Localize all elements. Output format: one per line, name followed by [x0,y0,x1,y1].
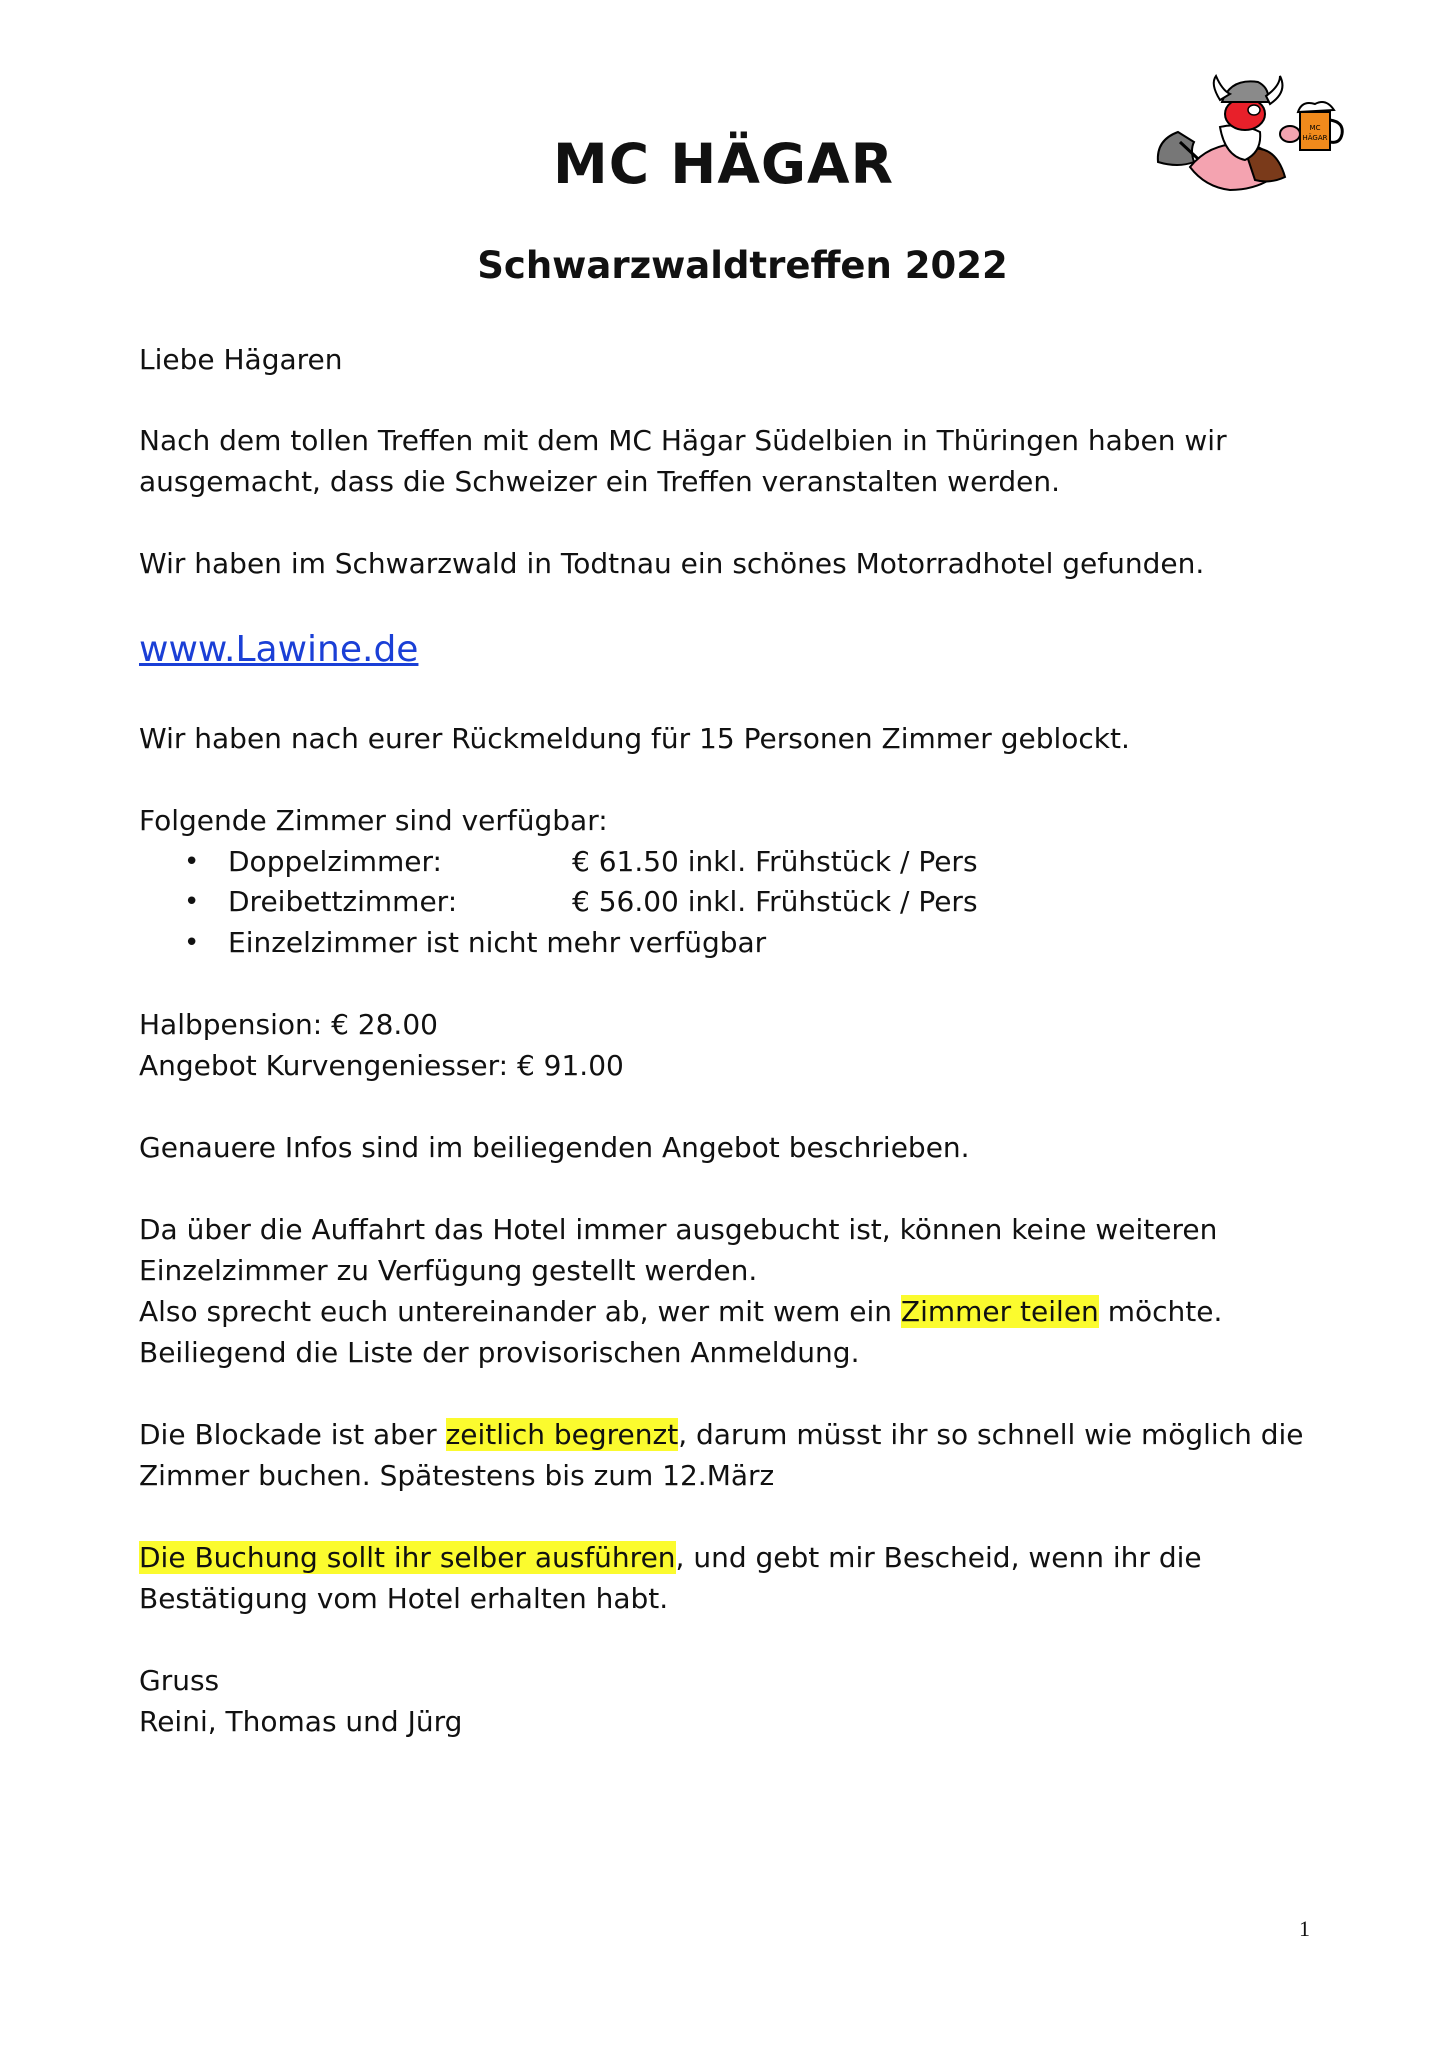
text-segment: Also sprecht euch untereinander ab, wer mit wem ein [139,1295,901,1328]
paragraph-5-line-2: Zimmer buchen. Spätestens bis zum 12.März [139,1459,775,1492]
paragraph-4-line-4: Beiliegend die Liste der provisorischen Anmeldung. [139,1336,860,1369]
closing: Gruss [139,1664,220,1697]
hotel-link-wrap [139,630,418,672]
paragraph-1-line-2: ausgemacht, dass die Schweizer ein Treffen veranstalten werden. [139,465,1060,498]
text-segment: möchte. [1098,1295,1223,1328]
text-segment: , und gebt mir Bescheid, wenn ihr die [675,1541,1202,1574]
paragraph-3: Wir haben nach eurer Rückmeldung für 15 Personen Zimmer geblockt. [139,722,1130,755]
room-price: € 56.00 inkl. Frühstück / Pers [572,885,978,918]
document-title: MC HÄGAR [553,132,894,196]
text-segment: , darum müsst ihr so schnell wie möglich die [678,1418,1304,1451]
paragraph-2: Wir haben im Schwarzwald in Todtnau ein schönes Motorradhotel gefunden. [139,547,1205,580]
paragraph-1-line-1: Nach dem tollen Treffen mit dem MC Hägar Südelbien in Thüringen haben wir [139,424,1227,457]
text-segment: Die Blockade ist aber [139,1418,446,1451]
room-price: € 61.50 inkl. Frühstück / Pers [572,845,978,878]
highlighted-text: zeitlich begrenzt [445,1418,679,1451]
hotel-link[interactable]: www.Lawine.de [139,629,419,670]
paragraph-4-line-2: Einzelzimmer zu Verfügung gestellt werden. [139,1254,758,1287]
viking-logo-icon [1150,72,1350,202]
rooms-intro: Folgende Zimmer sind verfügbar: [139,804,608,837]
highlighted-text: Die Buchung sollt ihr selber ausführen [139,1541,676,1574]
document-subtitle: Schwarzwaldtreffen 2022 [477,244,1008,287]
angebot: Angebot Kurvengeniesser: € 91.00 [139,1049,624,1082]
room-name: Einzelzimmer ist nicht mehr verfügbar [228,926,767,959]
signature: Reini, Thomas und Jürg [139,1705,463,1738]
highlighted-text: Zimmer teilen [900,1295,1099,1328]
svg-text:MC: MC [1309,124,1321,132]
page-number: 1 [1299,1916,1310,1941]
bullet-icon: • [184,928,200,958]
bullet-icon: • [184,887,200,917]
paragraph-4-line-1: Da über die Auffahrt das Hotel immer ausgebucht ist, können keine weiteren [139,1213,1218,1246]
infos: Genauere Infos sind im beiliegenden Angebot beschrieben. [139,1131,970,1164]
greeting: Liebe Hägaren [139,343,343,376]
paragraph-5-line-1 [139,1415,1304,1455]
room-name: Dreibettzimmer: [228,885,458,918]
halbpension: Halbpension: € 28.00 [139,1008,438,1041]
bullet-icon: • [184,847,200,877]
room-name: Doppelzimmer: [228,845,442,878]
paragraph-6-line-1 [139,1538,1202,1578]
paragraph-4-line-3 [139,1292,1222,1332]
paragraph-6-line-2: Bestätigung vom Hotel erhalten habt. [139,1582,669,1615]
svg-text:HÄGAR: HÄGAR [1302,134,1328,142]
